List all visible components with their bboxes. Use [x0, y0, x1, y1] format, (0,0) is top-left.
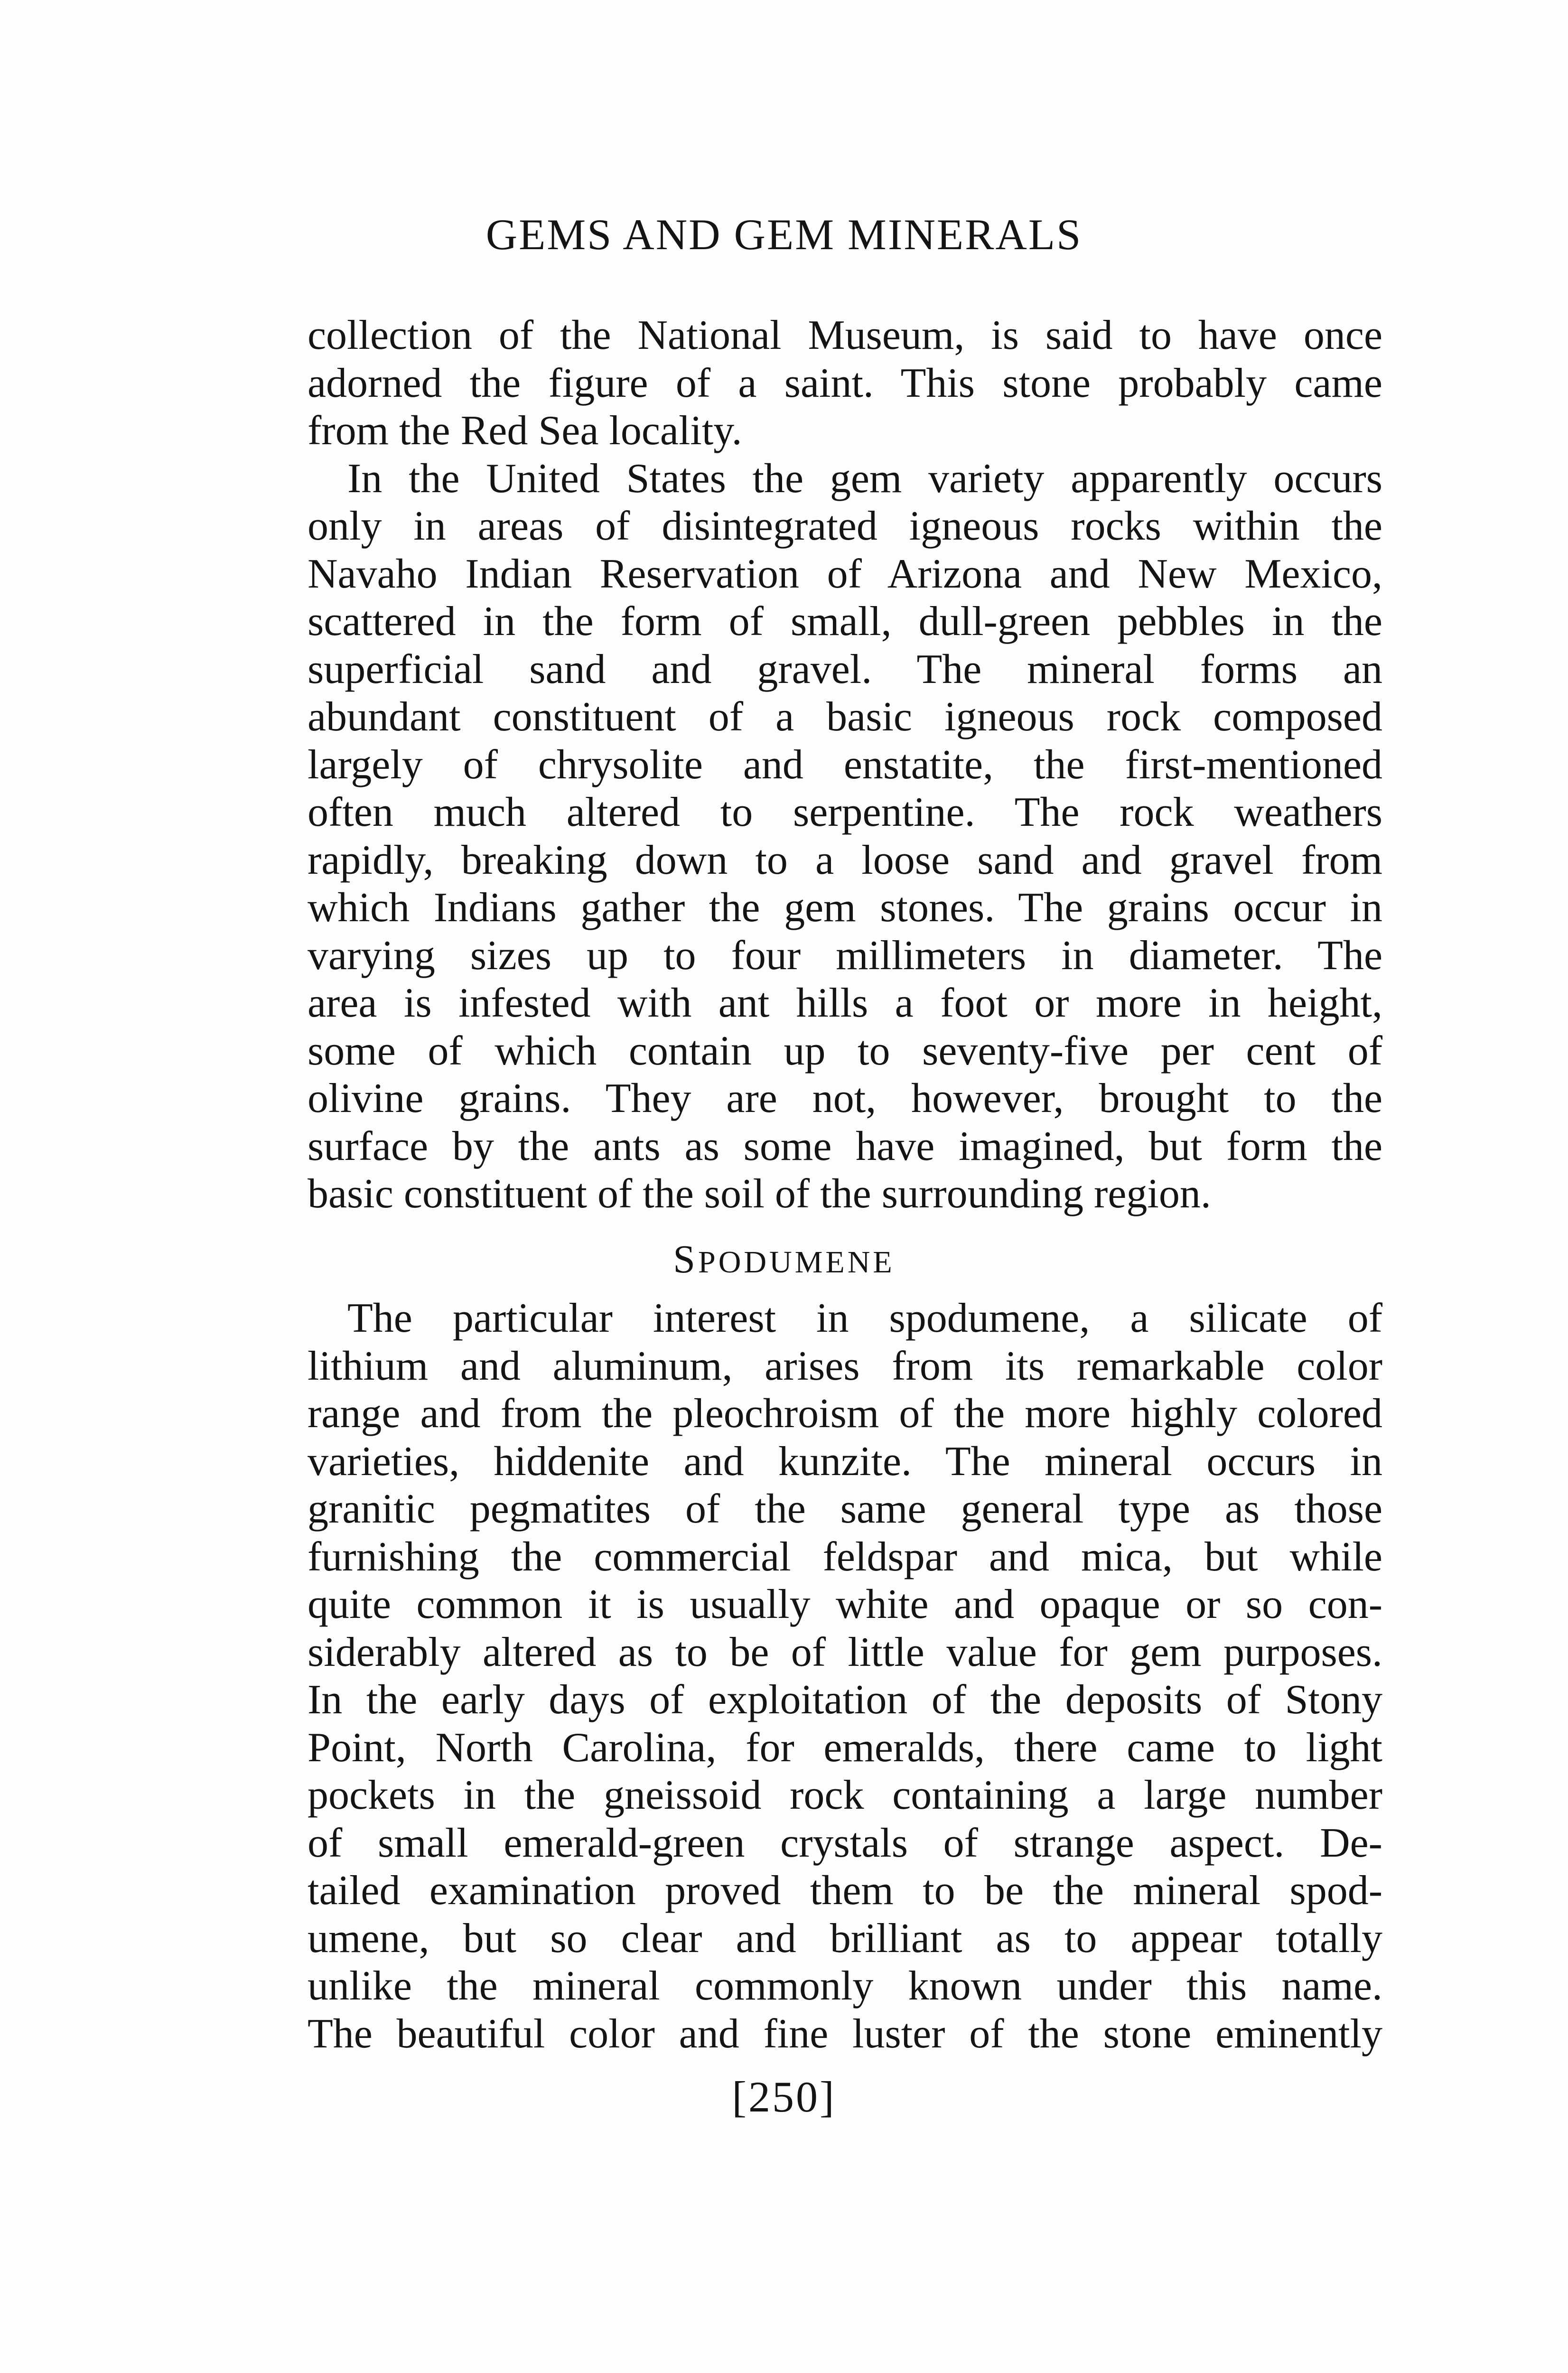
text-line: superficial sand and gravel. The mineral forms an — [308, 646, 1382, 692]
text-line: Navaho Indian Reservation of Arizona and New Mexico, — [308, 551, 1382, 597]
text-line: granitic pegmatites of the same general type as those — [308, 1486, 1382, 1532]
text-line: often much altered to serpentine. The rock weathers — [308, 789, 1382, 835]
paragraph-spodumene — [308, 1295, 1382, 2058]
text-line: range and from the pleochroism of the more highly colored — [308, 1391, 1382, 1437]
text-line: only in areas of disintegrated igneous rocks within the — [308, 503, 1382, 549]
text-line: In the United States the gem variety apparently occurs — [347, 455, 1382, 502]
text-line: from the Red Sea locality. — [308, 408, 742, 454]
section-heading-text — [673, 1237, 895, 1281]
section-heading-initial: S — [673, 1237, 699, 1281]
text-line: basic constituent of the soil of the surrounding region. — [308, 1171, 1211, 1217]
text-line: abundant constituent of a basic igneous rock composed — [308, 694, 1382, 740]
text-line: varieties, hiddenite and kunzite. The mineral occurs in — [308, 1438, 1382, 1485]
text-line: umene, but so clear and brilliant as to appear totally — [308, 1915, 1382, 1962]
text-line: Point, North Carolina, for emeralds, there came to light — [308, 1724, 1382, 1771]
section-heading-spodumene — [0, 1237, 1568, 1281]
text-line: of small emerald-green crystals of strange aspect. De- — [308, 1820, 1382, 1866]
text-line: In the early days of exploitation of the deposits of Stony — [308, 1677, 1382, 1723]
text-line: furnishing the commercial feldspar and mica, but while — [308, 1533, 1382, 1580]
text-line: area is infested with ant hills a foot or more in height, — [308, 980, 1382, 1026]
text-line: surface by the ants as some have imagined, but form the — [308, 1123, 1382, 1169]
text-line: varying sizes up to four millimeters in diameter. The — [308, 932, 1382, 979]
text-line: quite common it is usually white and opaque or so con- — [308, 1581, 1382, 1627]
section-heading-rest: PODUMENE — [698, 1245, 895, 1280]
text-line: lithium and aluminum, arises from its remarkable color — [308, 1343, 1382, 1389]
text-line: largely of chrysolite and enstatite, the first-mentioned — [308, 741, 1382, 788]
text-line: siderably altered as to be of little value for gem purposes. — [308, 1629, 1382, 1675]
paragraph-united-states — [308, 455, 1382, 1218]
text-block-lower — [308, 1295, 1382, 2058]
text-line: collection of the National Museum, is said to have once — [308, 312, 1382, 358]
text-line: scattered in the form of small, dull-green pebbles in the — [308, 598, 1382, 645]
text-line: some of which contain up to seventy-five per cent of — [308, 1028, 1382, 1074]
running-head: GEMS AND GEM MINERALS — [485, 210, 1083, 259]
text-block-upper — [308, 312, 1382, 1218]
text-line: rapidly, breaking down to a loose sand and gravel from — [308, 837, 1382, 883]
text-line: tailed examination proved them to be the mineral spod- — [308, 1868, 1382, 1914]
text-line: The particular interest in spodumene, a silicate of — [347, 1295, 1382, 1341]
text-line: The beautiful color and fine luster of the stone eminently — [308, 2010, 1382, 2057]
text-line: which Indians gather the gem stones. The grains occur in — [308, 885, 1382, 931]
text-line: pockets in the gneissoid rock containing a large number — [308, 1772, 1382, 1818]
page-number: [250] — [732, 2073, 836, 2121]
text-line: adorned the figure of a saint. This stone probably came — [308, 360, 1382, 406]
paragraph-continuation — [308, 312, 1382, 455]
text-line: olivine grains. They are not, however, brought to the — [308, 1075, 1382, 1121]
text-line: unlike the mineral commonly known under this name. — [308, 1963, 1382, 2009]
